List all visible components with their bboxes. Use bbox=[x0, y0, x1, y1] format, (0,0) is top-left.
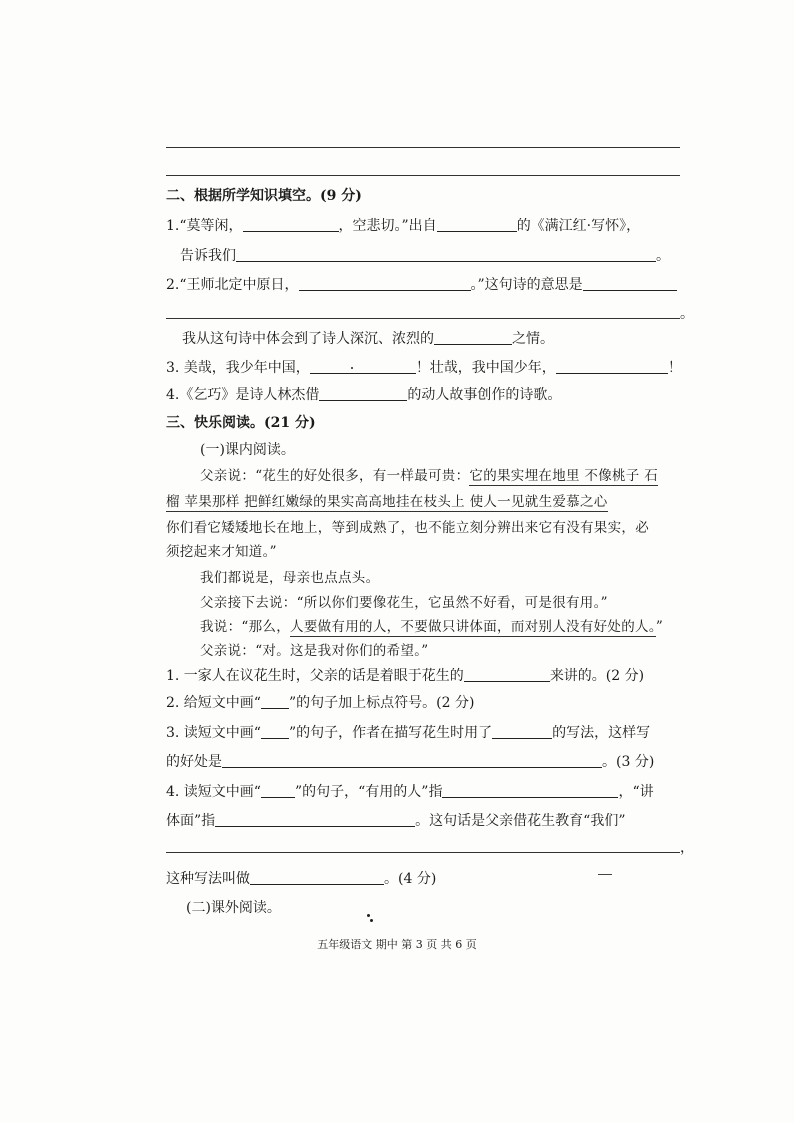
stray-dot bbox=[351, 367, 353, 369]
blank[interactable] bbox=[215, 812, 415, 827]
blank[interactable] bbox=[222, 753, 602, 768]
reading-question-4: 4. 读短文中画“ ”的句子，“有用的人”指 ，“讲 bbox=[166, 784, 654, 800]
underlined-sentence: 人要做有用的人，不要做只讲体面，而对别人没有好处的人。 bbox=[290, 619, 656, 635]
question-4: 4.《乞巧》是诗人林杰借 的动人故事创作的诗歌。 bbox=[166, 387, 562, 403]
passage-line: 父亲说：“对。这是我对你们的希望。” bbox=[200, 643, 429, 659]
blank[interactable] bbox=[437, 217, 517, 232]
reading-question-4-line2: 体面”指 。这句话是父亲借花生教育“我们” bbox=[166, 813, 626, 829]
question-2-end: 。 bbox=[680, 306, 694, 322]
passage-line: 父亲说：“花生的好处很多，有一样最可贵：它的果实埋在地里 不像桃子 石 bbox=[200, 468, 658, 484]
subsection-title: (二)课外阅读。 bbox=[186, 900, 281, 916]
section-title: 二、根据所学知识填空。(9 分) bbox=[166, 188, 362, 204]
passage-line: 我说：“那么，人要做有用的人，不要做只讲体面，而对别人没有好处的人。” bbox=[200, 619, 664, 635]
stray-mark bbox=[598, 874, 612, 875]
blank[interactable] bbox=[434, 330, 512, 345]
passage-line bbox=[166, 492, 608, 512]
passage-line: 我们都说是，母亲也点点头。 bbox=[200, 570, 380, 586]
subsection-title: (一)课内阅读。 bbox=[200, 442, 295, 458]
question-2-line3: 我从这句诗中体会到了诗人深沉、浓烈的 之情。 bbox=[182, 331, 554, 347]
question-1: 1.“莫等闲， ，空悲切。”出自 的《满江红·写怀》， bbox=[166, 218, 641, 234]
blank[interactable] bbox=[464, 667, 550, 682]
blank bbox=[261, 694, 289, 709]
blank[interactable] bbox=[583, 276, 677, 291]
blank[interactable] bbox=[310, 359, 416, 374]
passage-line: 你们看它矮矮地长在地上，等到成熟了，也不能立刻分辨出来它有没有果实，必 bbox=[166, 520, 649, 536]
blank[interactable] bbox=[556, 359, 668, 374]
question-3: 3. 美哉，我少年中国， ！壮哉，我中国少年， ！ bbox=[166, 360, 682, 376]
passage-line: 须挖起来才知道。” bbox=[166, 544, 277, 560]
answer-line bbox=[166, 852, 680, 853]
blank[interactable] bbox=[319, 386, 407, 401]
answer-line bbox=[166, 147, 680, 148]
blank bbox=[261, 783, 295, 798]
stray-dot bbox=[367, 914, 370, 917]
reading-question-2: 2. 给短文中画“ ”的句子加上标点符号。(2 分) bbox=[166, 695, 475, 711]
blank[interactable] bbox=[236, 247, 656, 262]
reading-question-3-line2: 的好处是 。(3 分) bbox=[166, 754, 655, 770]
question-1-line2: 告诉我们 。 bbox=[180, 248, 670, 264]
section-title: 三、快乐阅读。(21 分) bbox=[166, 415, 316, 431]
underlined-sentence: 它的果实埋在地里 不像桃子 石 bbox=[469, 468, 658, 484]
stray-dot bbox=[370, 919, 373, 922]
page-footer: 五年级语文 期中 第 3 页 共 6 页 bbox=[317, 938, 477, 951]
blank[interactable] bbox=[442, 783, 618, 798]
answer-line bbox=[166, 318, 680, 319]
reading-question-4-comma: ， bbox=[680, 840, 694, 856]
reading-question-3: 3. 读短文中画“ ”的句子，作者在描写花生时用了 的写法，这样写 bbox=[166, 725, 651, 741]
reading-question-1: 1. 一家人在议花生时，父亲的话是着眼于花生的 来讲的。(2 分) bbox=[166, 668, 645, 684]
question-2: 2.“王师北定中原日， 。”这句诗的意思是 bbox=[166, 275, 677, 295]
underlined-sentence: 榴 苹果那样 把鲜红嫩绿的果实高高地挂在枝头上 使人一见就生爱慕之心 bbox=[166, 494, 608, 510]
blank[interactable] bbox=[250, 870, 384, 885]
blank[interactable] bbox=[492, 724, 552, 739]
blank[interactable] bbox=[299, 276, 471, 291]
blank[interactable] bbox=[243, 217, 339, 232]
blank bbox=[261, 724, 289, 739]
passage-line: 父亲接下去说：“所以你们要像花生，它虽然不好看，可是很有用。” bbox=[200, 595, 608, 611]
answer-line bbox=[166, 175, 680, 176]
reading-question-4-line4: 这种写法叫做 。(4 分) bbox=[166, 871, 437, 887]
